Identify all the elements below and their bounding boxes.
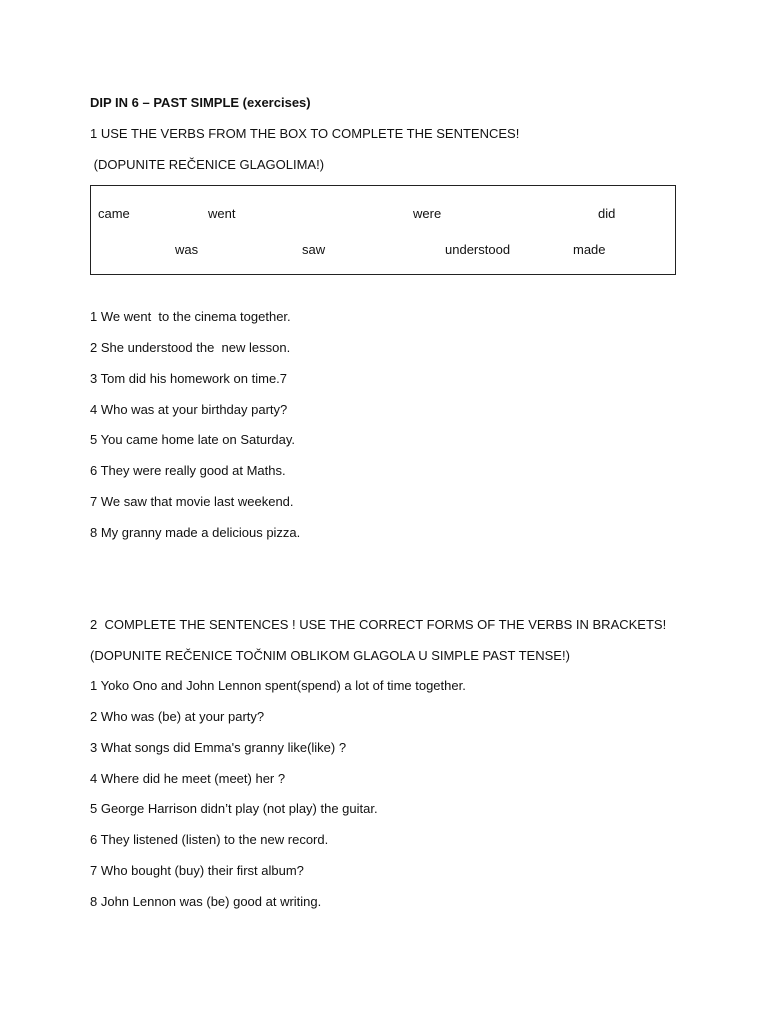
exercise2-sentence: 6 They listened (listen) to the new record. bbox=[90, 832, 329, 847]
box-word: understood bbox=[445, 242, 511, 257]
exercise1-sentence: 2 She understood the new lesson. bbox=[90, 340, 291, 355]
exercise2-sentence: 3 What songs did Emma's granny like(like) ? bbox=[90, 740, 347, 755]
exercise2-sentence: 4 Where did he meet (meet) her ? bbox=[90, 771, 286, 786]
box-word: was bbox=[175, 242, 199, 257]
exercise1-sentence: 5 You came home late on Saturday. bbox=[90, 432, 296, 447]
exercise2-sentence: 1 Yoko Ono and John Lennon spent(spend) a lot of time together. bbox=[90, 678, 466, 693]
worksheet-title: DIP IN 6 – PAST SIMPLE (exercises) bbox=[90, 95, 311, 110]
exercise2-sentence: 5 George Harrison didn’t play (not play) the guitar. bbox=[90, 801, 378, 816]
exercise1-translation: (DOPUNITE REČENICE GLAGOLIMA!) bbox=[90, 157, 325, 172]
box-word: came bbox=[98, 206, 130, 221]
exercise2-sentence: 2 Who was (be) at your party? bbox=[90, 709, 265, 724]
exercise1-sentence: 1 We went to the cinema together. bbox=[90, 309, 291, 324]
exercise1-sentence: 4 Who was at your birthday party? bbox=[90, 402, 288, 417]
exercise1-sentence: 8 My granny made a delicious pizza. bbox=[90, 525, 301, 540]
exercise1-sentence: 7 We saw that movie last weekend. bbox=[90, 494, 294, 509]
exercise1-instruction: 1 USE THE VERBS FROM THE BOX TO COMPLETE THE SENTENCES! bbox=[90, 126, 520, 141]
exercise2-instruction: 2 COMPLETE THE SENTENCES ! USE THE CORRECT FORMS OF THE VERBS IN BRACKETS! bbox=[90, 617, 667, 632]
box-word: made bbox=[573, 242, 606, 257]
box-word: saw bbox=[302, 242, 326, 257]
box-word: did bbox=[598, 206, 616, 221]
box-word: were bbox=[413, 206, 442, 221]
verb-box bbox=[90, 185, 676, 275]
box-word: went bbox=[208, 206, 236, 221]
exercise1-sentence: 3 Tom did his homework on time.7 bbox=[90, 371, 288, 386]
exercise2-sentence: 8 John Lennon was (be) good at writing. bbox=[90, 894, 322, 909]
exercise1-sentence: 6 They were really good at Maths. bbox=[90, 463, 286, 478]
exercise2-translation: (DOPUNITE REČENICE TOČNIM OBLIKOM GLAGOLA U SIMPLE PAST TENSE!) bbox=[90, 648, 570, 663]
exercise2-sentence: 7 Who bought (buy) their first album? bbox=[90, 863, 304, 878]
